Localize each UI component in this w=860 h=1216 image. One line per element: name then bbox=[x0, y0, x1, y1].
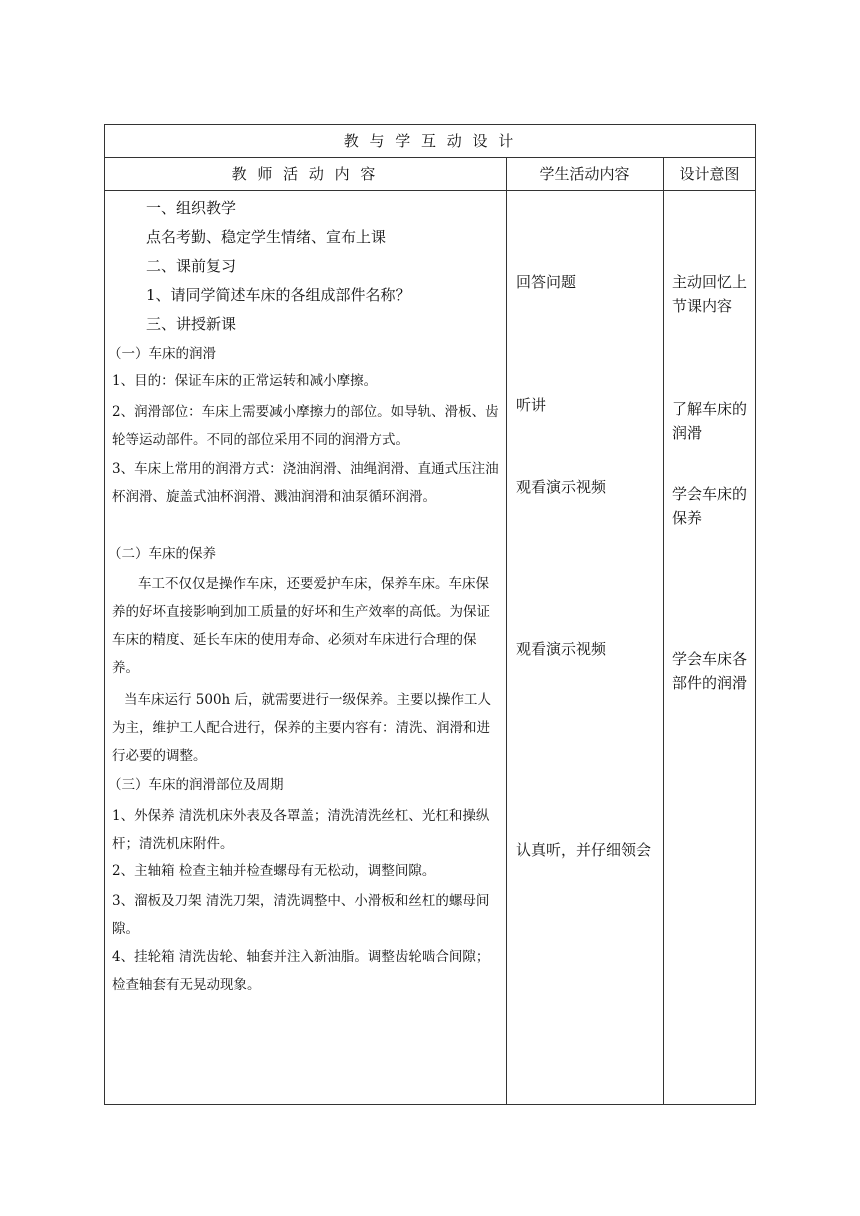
maintenance-paragraph-1: 车工不仅仅是操作车床，还要爱护车床，保养车床。车床保养的好坏直接影响到加工质量的好坏和生产效率的高低。为保证车床的精度、延长车床的使用寿命、必须对车床进行合理的保养。 bbox=[112, 576, 490, 676]
design-intent-4: 学会车床各部件的润滑 bbox=[672, 650, 748, 692]
schedule-item-1: 1、外保养 清洗机床外表及各罩盖；清洗清洗丝杠、光杠和操纵杆；清洗机床附件。 bbox=[112, 808, 490, 852]
schedule-item-3: 3、溜板及刀架 清洗刀架，清洗调整中、小滑板和丝杠的螺母间隙。 bbox=[112, 893, 490, 937]
header-rule bbox=[104, 190, 756, 191]
subsection-maintenance: （二）车床的保养 bbox=[108, 546, 216, 562]
schedule-item-4: 4、挂轮箱 清洗齿轮、轴套并注入新油脂。调整齿轮啮合间隙；检查轴套有无晃动现象。 bbox=[112, 949, 490, 993]
maintenance-paragraph-2: 当车床运行 500h 后，就需要进行一级保养。主要以操作工人为主，维护工人配合进行，保养的主要内容有：清洗、润滑和进行必要的调整。 bbox=[112, 692, 492, 764]
student-activity-5: 认真听，并仔细领会 bbox=[516, 841, 652, 859]
lubrication-purpose: 1、目的：保证车床的正常运转和减小摩擦。 bbox=[112, 373, 378, 389]
header-teacher: 教 师 活 动 内 容 bbox=[231, 165, 379, 183]
section-organize: 一、组织教学 bbox=[146, 199, 237, 217]
student-activity-2: 听讲 bbox=[516, 396, 547, 414]
student-activity-3: 观看演示视频 bbox=[516, 478, 607, 496]
design-intent-1: 主动回忆上节课内容 bbox=[672, 273, 748, 315]
header-intent: 设计意图 bbox=[679, 165, 740, 183]
column-divider-1 bbox=[506, 157, 507, 1105]
section-review: 二、课前复习 bbox=[146, 257, 237, 275]
organize-text: 点名考勤、稳定学生情绪、宣布上课 bbox=[146, 228, 387, 246]
student-activity-4: 观看演示视频 bbox=[516, 640, 607, 658]
subsection-lubrication: （一）车床的润滑 bbox=[108, 346, 216, 362]
lubrication-parts: 2、润滑部位：车床上需要减小摩擦力的部位。如导轨、滑板、齿轮等运动部件。不同的部位采用不同的润滑方式。 bbox=[112, 404, 499, 448]
lubrication-methods: 3、车床上常用的润滑方式：浇油润滑、油绳润滑、直通式压注油杯润滑、旋盖式油杯润滑、溅油润滑和油泵循环润滑。 bbox=[112, 461, 499, 505]
section-new-lesson: 三、讲授新课 bbox=[146, 315, 237, 333]
title-rule bbox=[104, 157, 756, 158]
design-intent-2: 了解车床的润滑 bbox=[672, 400, 748, 442]
schedule-item-2: 2、主轴箱 检查主轴并检查螺母有无松动，调整间隙。 bbox=[112, 863, 436, 879]
review-question: 1、请同学简述车床的各组成部件名称？ bbox=[146, 286, 411, 304]
header-student: 学生活动内容 bbox=[539, 165, 630, 183]
design-intent-3: 学会车床的保养 bbox=[672, 485, 748, 527]
student-activity-1: 回答问题 bbox=[516, 273, 577, 291]
column-divider-2 bbox=[663, 157, 664, 1105]
subsection-lubrication-schedule: （三）车床的润滑部位及周期 bbox=[108, 777, 284, 793]
table-title: 教 与 学 互 动 设 计 bbox=[343, 132, 517, 150]
